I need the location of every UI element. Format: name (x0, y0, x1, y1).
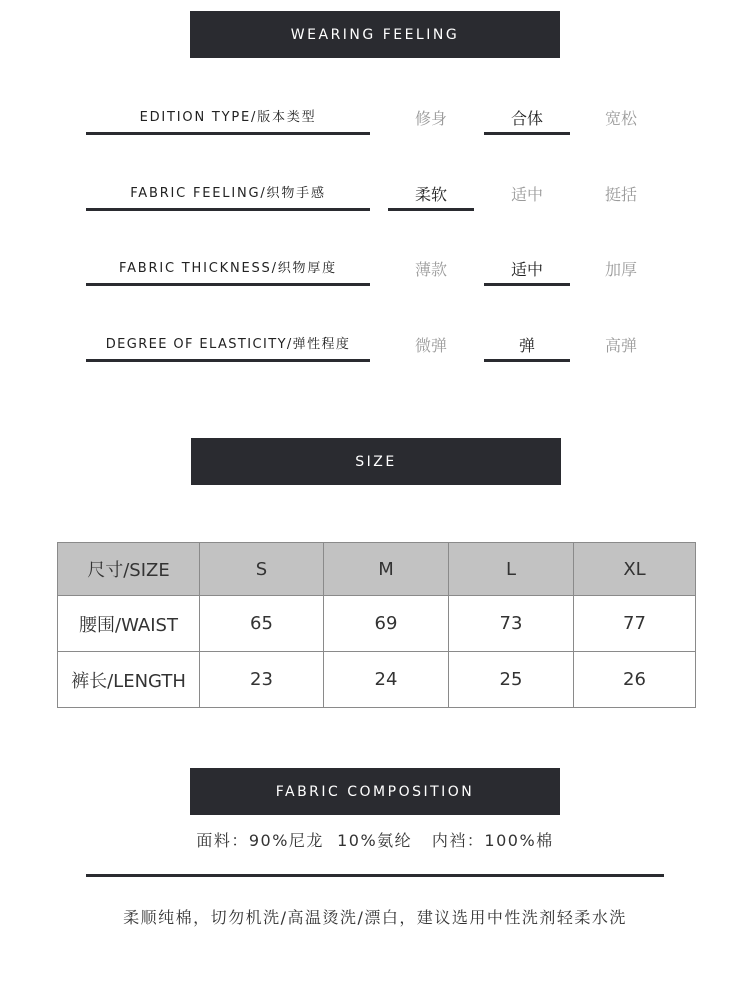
length-l: 25 (449, 652, 574, 708)
feeling-option-1-selected: 柔软 (388, 182, 474, 211)
divider (86, 874, 664, 877)
waist-xl: 77 (574, 596, 696, 652)
size-column-header: 尺寸/SIZE (58, 543, 200, 596)
size-column-xl: XL (574, 543, 696, 596)
edition-type-label: EDITION TYPE/版本类型 (86, 106, 370, 135)
fabric-thickness-label: FABRIC THICKNESS/织物厚度 (86, 257, 370, 286)
waist-m: 69 (324, 596, 449, 652)
fabric-composition-header: FABRIC COMPOSITION (190, 768, 560, 815)
elasticity-option-1: 微弹 (414, 336, 447, 355)
edition-option-2-selected: 合体 (484, 106, 570, 135)
waist-l: 73 (449, 596, 574, 652)
thickness-option-3: 加厚 (604, 260, 637, 279)
thickness-option-2-selected: 适中 (484, 257, 570, 286)
elasticity-option-2-selected: 弹 (484, 333, 570, 362)
table-row (58, 652, 696, 708)
size-column-l: L (449, 543, 574, 596)
edition-option-1: 修身 (414, 109, 447, 128)
thickness-option-1: 薄款 (414, 260, 447, 279)
length-label: 裤长/LENGTH (58, 652, 200, 708)
elasticity-option-3: 高弹 (604, 336, 637, 355)
elasticity-label: DEGREE OF ELASTICITY/弹性程度 (86, 333, 370, 362)
feeling-option-2: 适中 (510, 185, 543, 204)
care-instructions: 柔顺纯棉，切勿机洗/高温烫洗/漂白，建议选用中性洗剂轻柔水洗 (123, 908, 627, 927)
composition-text: 面料：90%尼龙 10%氨纶 内裆：100%棉 (196, 831, 554, 850)
waist-s: 65 (200, 596, 324, 652)
length-s: 23 (200, 652, 324, 708)
waist-label: 腰围/WAIST (58, 596, 200, 652)
size-table-header-row (58, 543, 696, 596)
size-header: SIZE (191, 438, 561, 485)
size-column-s: S (200, 543, 324, 596)
wearing-feeling-header: WEARING FEELING (190, 11, 560, 58)
fabric-feeling-label: FABRIC FEELING/织物手感 (86, 182, 370, 211)
length-xl: 26 (574, 652, 696, 708)
table-row (58, 596, 696, 652)
size-column-m: M (324, 543, 449, 596)
edition-option-3: 宽松 (604, 109, 637, 128)
size-table (57, 542, 696, 708)
length-m: 24 (324, 652, 449, 708)
feeling-option-3: 挺括 (604, 185, 637, 204)
